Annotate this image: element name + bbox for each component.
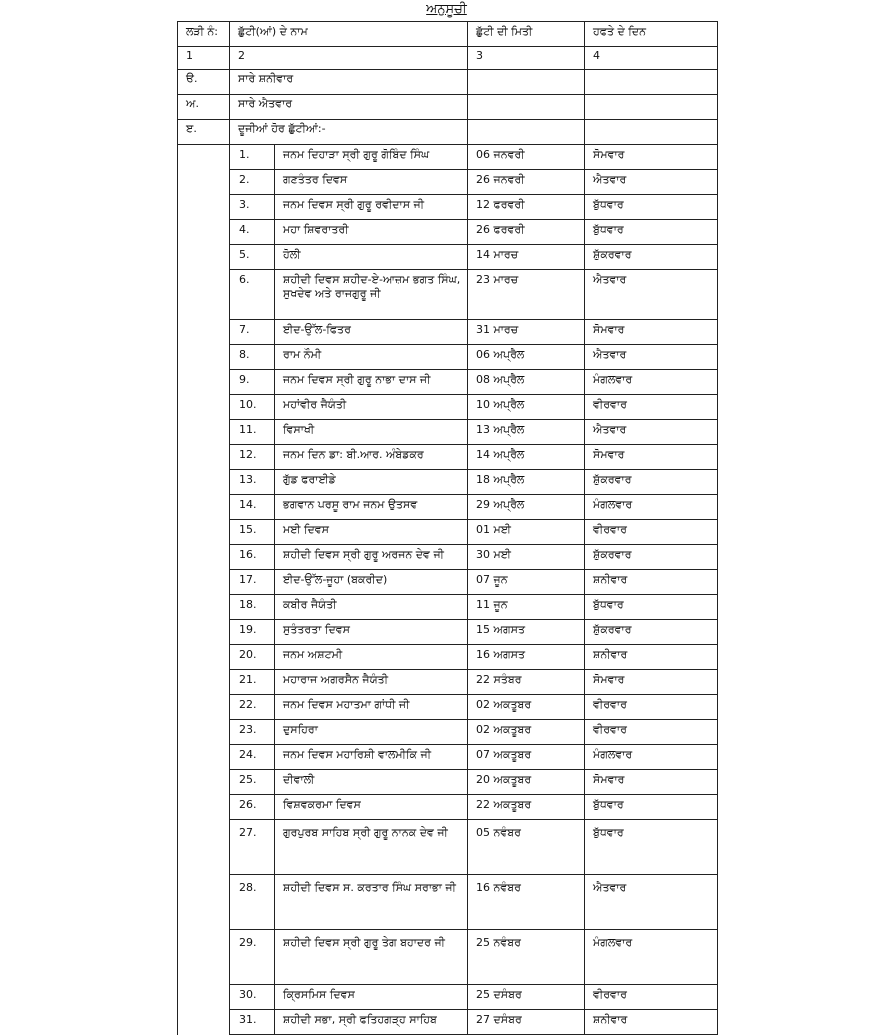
blank-cell (178, 395, 230, 420)
holiday-date: 14 ਮਾਰਚ (468, 245, 585, 270)
blank-cell (178, 820, 230, 875)
holiday-number: 23. (230, 720, 275, 745)
holiday-row (178, 420, 718, 445)
holiday-date: 02 ਅਕਤੂਬਰ (468, 720, 585, 745)
holiday-name: ਕਬੀਰ ਜੈਯੰਤੀ (275, 595, 468, 620)
holiday-date: 08 ਅਪ੍ਰੈਲ (468, 370, 585, 395)
holiday-name: ਜਨਮ ਦਿਹਾੜਾ ਸ੍ਰੀ ਗੁਰੂ ਗੋਬਿੰਦ ਸਿੰਘ (275, 145, 468, 170)
holiday-date: 16 ਅਗਸਤ (468, 645, 585, 670)
blank-cell (178, 595, 230, 620)
holiday-number: 26. (230, 795, 275, 820)
holiday-number: 20. (230, 645, 275, 670)
holiday-number: 5. (230, 245, 275, 270)
holiday-row (178, 370, 718, 395)
holiday-row (178, 320, 718, 345)
blank-cell (178, 420, 230, 445)
holiday-name: ਦੀਵਾਲੀ (275, 770, 468, 795)
holiday-name: ਈਦ-ਉੱਲ-ਜੂਹਾ (ਬਕਰੀਦ) (275, 570, 468, 595)
holiday-date: 01 ਮਈ (468, 520, 585, 545)
holiday-date: 14 ਅਪ੍ਰੈਲ (468, 445, 585, 470)
group-code: ੲ. (178, 120, 230, 145)
holiday-weekday: ਮੰਗਲਵਾਰ (585, 745, 718, 770)
group-row (178, 120, 718, 145)
holiday-name: ਜਨਮ ਦਿਵਸ ਸ੍ਰੀ ਗੁਰੂ ਰਵੀਦਾਸ ਜੀ (275, 195, 468, 220)
holiday-weekday: ਐਤਵਾਰ (585, 270, 718, 320)
holiday-date: 29 ਅਪ੍ਰੈਲ (468, 495, 585, 520)
holiday-weekday: ਵੀਰਵਾਰ (585, 395, 718, 420)
holiday-date: 12 ਫਰਵਰੀ (468, 195, 585, 220)
holiday-row (178, 595, 718, 620)
holiday-row (178, 520, 718, 545)
group-code: ੳ. (178, 70, 230, 95)
blank-cell (178, 345, 230, 370)
holiday-weekday: ਸ਼ਨੀਵਾਰ (585, 570, 718, 595)
holiday-date: 15 ਅਗਸਤ (468, 620, 585, 645)
holiday-date: 25 ਦਸੰਬਰ (468, 985, 585, 1010)
group-label: ਸਾਰੇ ਐਤਵਾਰ (230, 95, 468, 120)
column-number: 1 (178, 47, 230, 70)
group-code: ਅ. (178, 95, 230, 120)
holiday-number: 4. (230, 220, 275, 245)
blank-cell (178, 220, 230, 245)
holiday-name: ਵਿਸ਼ਵਕਰਮਾ ਦਿਵਸ (275, 795, 468, 820)
holiday-number: 19. (230, 620, 275, 645)
column-number: 3 (468, 47, 585, 70)
holiday-weekday: ਸੋਮਵਾਰ (585, 770, 718, 795)
holiday-row (178, 445, 718, 470)
holiday-name: ਸ਼ਹੀਦੀ ਦਿਵਸ ਸ਼ਹੀਦ-ਏ-ਆਜ਼ਮ ਭਗਤ ਸਿੰਘ, ਸੁਖਦੇਵ ਅਤੇ ਰਾਜਗੁਰੂ ਜੀ (275, 270, 468, 320)
holiday-name: ਜਨਮ ਦਿਵਸ ਮਹਾਤਮਾ ਗਾਂਧੀ ਜੀ (275, 695, 468, 720)
holiday-weekday: ਸੋਮਵਾਰ (585, 320, 718, 345)
holiday-weekday: ਸ਼ੁੱਕਰਵਾਰ (585, 545, 718, 570)
holiday-date: 16 ਨਵੰਬਰ (468, 875, 585, 930)
holiday-name: ਸ਼ਹੀਦੀ ਦਿਵਸ ਸ. ਕਰਤਾਰ ਸਿੰਘ ਸਰਾਭਾ ਜੀ (275, 875, 468, 930)
holiday-weekday: ਵੀਰਵਾਰ (585, 695, 718, 720)
holiday-name: ਜਨਮ ਦਿਵਸ ਮਹਾਰਿਸ਼ੀ ਵਾਲਮੀਕਿ ਜੀ (275, 745, 468, 770)
blank-cell (178, 695, 230, 720)
holiday-name: ਸ਼ਹੀਦੀ ਦਿਵਸ ਸ੍ਰੀ ਗੁਰੂ ਅਰਜਨ ਦੇਵ ਜੀ (275, 545, 468, 570)
blank-cell (178, 320, 230, 345)
holiday-row (178, 930, 718, 985)
holiday-row (178, 620, 718, 645)
blank-cell (178, 570, 230, 595)
holiday-weekday: ਐਤਵਾਰ (585, 420, 718, 445)
blank-cell (178, 520, 230, 545)
holiday-date: 02 ਅਕਤੂਬਰ (468, 695, 585, 720)
holiday-weekday: ਸ਼ੁੱਕਰਵਾਰ (585, 470, 718, 495)
holiday-row (178, 545, 718, 570)
holiday-weekday: ਵੀਰਵਾਰ (585, 985, 718, 1010)
holiday-row (178, 170, 718, 195)
header-holiday-date: ਛੁੱਟੀ ਦੀ ਮਿਤੀ (468, 22, 585, 47)
holiday-number: 21. (230, 670, 275, 695)
holiday-name: ਸ਼ਹੀਦੀ ਸਭਾ, ਸ੍ਰੀ ਫਤਿਹਗੜ੍ਹ ਸਾਹਿਬ (275, 1010, 468, 1035)
holiday-row (178, 720, 718, 745)
blank-cell (178, 930, 230, 985)
blank-cell (178, 875, 230, 930)
holiday-number: 10. (230, 395, 275, 420)
holiday-name: ਮਹਾਰਾਜ ਅਗਰਸੈਨ ਜੈਯੰਤੀ (275, 670, 468, 695)
holiday-number: 6. (230, 270, 275, 320)
holiday-name: ਈਦ-ਉੱਲ-ਫਿਤਰ (275, 320, 468, 345)
header-weekday: ਹਫਤੇ ਦੇ ਦਿਨ (585, 22, 718, 47)
blank-cell (178, 170, 230, 195)
holiday-row (178, 985, 718, 1010)
holiday-row (178, 270, 718, 320)
holiday-number: 29. (230, 930, 275, 985)
holiday-number: 13. (230, 470, 275, 495)
blank-cell (178, 445, 230, 470)
group-label: ਦੂਜੀਆਂ ਹੋਰ ਛੁੱਟੀਆਂ:- (230, 120, 468, 145)
column-number: 2 (230, 47, 468, 70)
holiday-row (178, 795, 718, 820)
holiday-number: 16. (230, 545, 275, 570)
blank-cell (178, 620, 230, 645)
holiday-name: ਜਨਮ ਦਿਵਸ ਸ੍ਰੀ ਗੁਰੂ ਨਾਭਾ ਦਾਸ ਜੀ (275, 370, 468, 395)
holiday-date: 22 ਸਤੰਬਰ (468, 670, 585, 695)
holiday-name: ਗੁੱਡ ਫਰਾਈਡੇ (275, 470, 468, 495)
holiday-weekday: ਬੁੱਧਵਾਰ (585, 220, 718, 245)
holiday-date: 23 ਮਾਰਚ (468, 270, 585, 320)
holiday-row (178, 820, 718, 875)
holiday-number: 18. (230, 595, 275, 620)
holiday-number: 12. (230, 445, 275, 470)
holiday-number: 31. (230, 1010, 275, 1035)
holiday-row (178, 670, 718, 695)
blank-cell (178, 1010, 230, 1035)
blank-cell (178, 270, 230, 320)
holiday-date: 22 ਅਕਤੂਬਰ (468, 795, 585, 820)
holiday-number: 1. (230, 145, 275, 170)
holiday-weekday: ਸ਼ਨੀਵਾਰ (585, 1010, 718, 1035)
holiday-date: 30 ਮਈ (468, 545, 585, 570)
holiday-weekday: ਬੁੱਧਵਾਰ (585, 795, 718, 820)
blank-cell (178, 545, 230, 570)
holiday-weekday: ਮੰਗਲਵਾਰ (585, 370, 718, 395)
holiday-schedule-table (177, 21, 718, 1035)
holiday-weekday: ਸ਼ੁੱਕਰਵਾਰ (585, 245, 718, 270)
holiday-number: 27. (230, 820, 275, 875)
holiday-date: 07 ਅਕਤੂਬਰ (468, 745, 585, 770)
holiday-row (178, 1010, 718, 1035)
blank-cell (178, 670, 230, 695)
holiday-date: 25 ਨਵੰਬਰ (468, 930, 585, 985)
holiday-row (178, 245, 718, 270)
holiday-name: ਸੁਤੰਤਰਤਾ ਦਿਵਸ (275, 620, 468, 645)
holiday-row (178, 345, 718, 370)
blank-cell (178, 795, 230, 820)
holiday-row (178, 875, 718, 930)
holiday-weekday: ਵੀਰਵਾਰ (585, 720, 718, 745)
group-row (178, 70, 718, 95)
holiday-number: 8. (230, 345, 275, 370)
group-row (178, 95, 718, 120)
holiday-name: ਗਣਤੰਤਰ ਦਿਵਸ (275, 170, 468, 195)
holiday-weekday: ਐਤਵਾਰ (585, 170, 718, 195)
holiday-weekday: ਮੰਗਲਵਾਰ (585, 495, 718, 520)
blank-cell (178, 470, 230, 495)
holiday-date: 31 ਮਾਰਚ (468, 320, 585, 345)
holiday-row (178, 395, 718, 420)
holiday-weekday: ਬੁੱਧਵਾਰ (585, 595, 718, 620)
holiday-name: ਮਹਾ ਸ਼ਿਵਰਾਤਰੀ (275, 220, 468, 245)
holiday-name: ਮਈ ਦਿਵਸ (275, 520, 468, 545)
blank-cell (178, 720, 230, 745)
blank-cell (178, 985, 230, 1010)
holiday-row (178, 145, 718, 170)
blank-cell (178, 495, 230, 520)
holiday-date: 07 ਜੂਨ (468, 570, 585, 595)
holiday-date: 06 ਜਨਵਰੀ (468, 145, 585, 170)
holiday-date: 27 ਦਸੰਬਰ (468, 1010, 585, 1035)
holiday-row (178, 645, 718, 670)
holiday-name: ਗੁਰਪੁਰਬ ਸਾਹਿਬ ਸ੍ਰੀ ਗੁਰੂ ਨਾਨਕ ਦੇਵ ਜੀ (275, 820, 468, 875)
holiday-weekday: ਮੰਗਲਵਾਰ (585, 930, 718, 985)
holiday-name: ਹੋਲੀ (275, 245, 468, 270)
document-title: ਅਨੁਸੂਚੀ (426, 2, 467, 17)
blank-cell (178, 145, 230, 170)
holiday-date: 26 ਜਨਵਰੀ (468, 170, 585, 195)
column-number: 4 (585, 47, 718, 70)
header-serial: ਲੜੀ ਨੰ: (178, 22, 230, 47)
holiday-weekday: ਸ਼ੁੱਕਰਵਾਰ (585, 620, 718, 645)
holiday-name: ਸ਼ਹੀਦੀ ਦਿਵਸ ਸ੍ਰੀ ਗੁਰੂ ਤੇਗ ਬਹਾਦਰ ਜੀ (275, 930, 468, 985)
holiday-row (178, 770, 718, 795)
holiday-weekday: ਬੁੱਧਵਾਰ (585, 820, 718, 875)
holiday-weekday: ਵੀਰਵਾਰ (585, 520, 718, 545)
holiday-weekday: ਸ਼ਨੀਵਾਰ (585, 645, 718, 670)
holiday-row (178, 745, 718, 770)
holiday-name: ਮਹਾਂਵੀਰ ਜੈਯੰਤੀ (275, 395, 468, 420)
holiday-row (178, 695, 718, 720)
holiday-number: 24. (230, 745, 275, 770)
holiday-date: 20 ਅਕਤੂਬਰ (468, 770, 585, 795)
holiday-number: 3. (230, 195, 275, 220)
holiday-row (178, 195, 718, 220)
blank-cell (178, 770, 230, 795)
holiday-number: 17. (230, 570, 275, 595)
holiday-number: 9. (230, 370, 275, 395)
holiday-name: ਵਿਸਾਖੀ (275, 420, 468, 445)
holiday-name: ਭਗਵਾਨ ਪਰਸੂ ਰਾਮ ਜਨਮ ਉਤਸਵ (275, 495, 468, 520)
holiday-number: 7. (230, 320, 275, 345)
column-number-row (178, 47, 718, 70)
blank-cell (178, 245, 230, 270)
holiday-date: 18 ਅਪ੍ਰੈਲ (468, 470, 585, 495)
holiday-date: 26 ਫਰਵਰੀ (468, 220, 585, 245)
holiday-date: 05 ਨਵੰਬਰ (468, 820, 585, 875)
holiday-number: 11. (230, 420, 275, 445)
blank-cell (178, 645, 230, 670)
holiday-row (178, 495, 718, 520)
holiday-name: ਦੁਸਹਿਰਾ (275, 720, 468, 745)
holiday-date: 06 ਅਪ੍ਰੈਲ (468, 345, 585, 370)
holiday-number: 30. (230, 985, 275, 1010)
holiday-date: 11 ਜੂਨ (468, 595, 585, 620)
header-holiday-name: ਛੁੱਟੀ(ਆਂ) ਦੇ ਨਾਮ (230, 22, 468, 47)
holiday-number: 2. (230, 170, 275, 195)
holiday-name: ਕ੍ਰਿਸਮਿਸ ਦਿਵਸ (275, 985, 468, 1010)
holiday-number: 14. (230, 495, 275, 520)
holiday-weekday: ਸੋਮਵਾਰ (585, 445, 718, 470)
holiday-weekday: ਐਤਵਾਰ (585, 875, 718, 930)
holiday-weekday: ਬੁੱਧਵਾਰ (585, 195, 718, 220)
holiday-row (178, 470, 718, 495)
holiday-weekday: ਐਤਵਾਰ (585, 345, 718, 370)
holiday-date: 10 ਅਪ੍ਰੈਲ (468, 395, 585, 420)
holiday-row (178, 220, 718, 245)
group-label: ਸਾਰੇ ਸ਼ਨੀਵਾਰ (230, 70, 468, 95)
holiday-number: 28. (230, 875, 275, 930)
holiday-number: 22. (230, 695, 275, 720)
blank-cell (178, 370, 230, 395)
holiday-number: 15. (230, 520, 275, 545)
blank-cell (178, 745, 230, 770)
blank-cell (178, 195, 230, 220)
holiday-weekday: ਸੋਮਵਾਰ (585, 145, 718, 170)
holiday-name: ਜਨਮ ਅਸ਼ਟਮੀ (275, 645, 468, 670)
holiday-name: ਰਾਮ ਨੌਮੀ (275, 345, 468, 370)
holiday-number: 25. (230, 770, 275, 795)
header-row (178, 22, 718, 47)
holiday-row (178, 570, 718, 595)
holiday-date: 13 ਅਪ੍ਰੈਲ (468, 420, 585, 445)
holiday-weekday: ਸੋਮਵਾਰ (585, 670, 718, 695)
holiday-name: ਜਨਮ ਦਿਨ ਡਾ: ਬੀ.ਆਰ. ਅੰਬੇਡਕਰ (275, 445, 468, 470)
